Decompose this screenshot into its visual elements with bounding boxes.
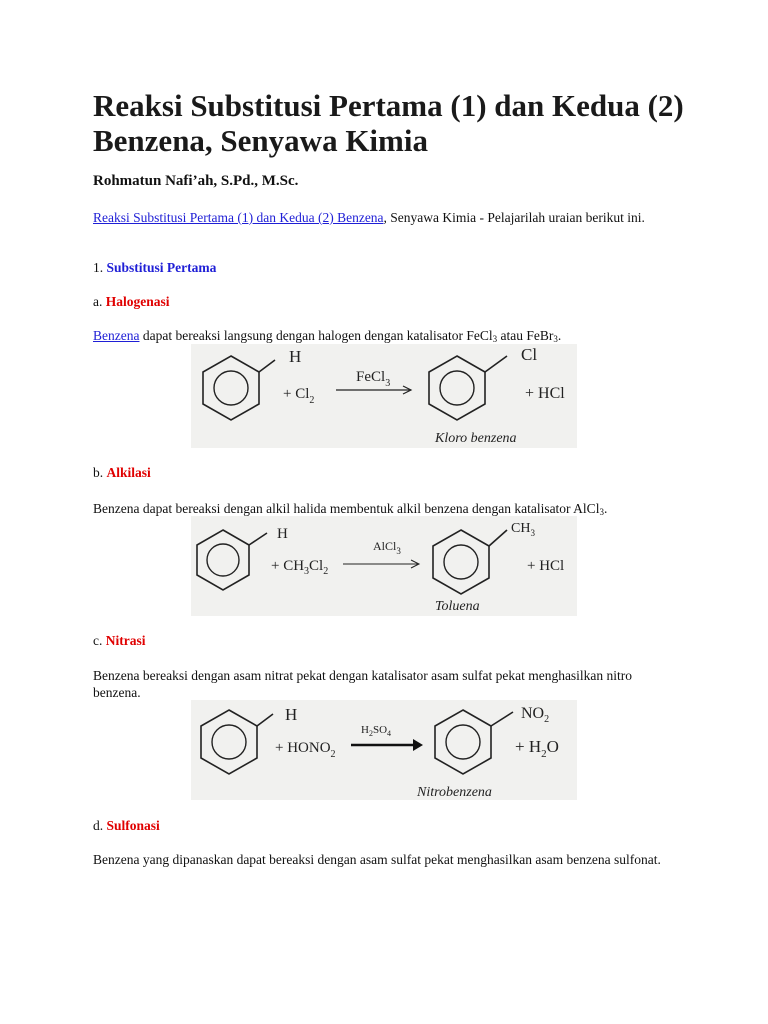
reaction-arrow-icon <box>351 739 423 751</box>
sulfonasi-title: Sulfonasi <box>106 818 160 833</box>
product-name: Toluena <box>435 599 480 614</box>
benzene-ring-icon <box>435 710 513 774</box>
substituent-right: Cl <box>521 345 538 364</box>
nitrasi-heading: c. Nitrasi <box>93 633 146 648</box>
substituent-left: H <box>285 705 298 724</box>
catalyst: FeCl$_3$ <box>356 369 391 389</box>
halogenasi-heading: a. Halogenasi <box>93 294 170 309</box>
reagent: + $HONO_2$ <box>275 740 336 760</box>
sulfonasi-heading: d. Sulfonasi <box>93 818 160 833</box>
substituent-right: $NO_2$ <box>521 705 550 725</box>
halogenasi-description: Benzena dapat bereaksi langsung dengan halogen dengan katalisator FeCl$_3$ atau FeBr$_3$. <box>93 328 562 344</box>
section-1-heading: 1. Substitusi Pertama <box>93 260 217 275</box>
benzena-link[interactable]: Benzena <box>93 328 140 343</box>
substituent-left: H <box>277 526 288 542</box>
substituent-right: $CH_3$ <box>511 521 535 538</box>
nitrasi-title: Nitrasi <box>105 633 146 648</box>
sulfonasi-description: Benzena yang dipanaskan dapat bereaksi dengan asam sulfat pekat menghasilkan asam benzena sulfonat. <box>93 852 661 867</box>
page-title: Reaksi Substitusi Pertama (1) dan Kedua (2) Benzena, Senyawa Kimia <box>93 88 684 158</box>
substituent-left: H <box>289 347 302 366</box>
intro-paragraph <box>93 209 675 226</box>
benzene-ring-icon <box>429 356 507 420</box>
halogenasi-reaction-diagram <box>191 344 577 448</box>
benzene-ring-icon <box>197 530 267 590</box>
nitrasi-reaction-diagram <box>191 700 577 800</box>
benzene-ring-icon <box>201 710 273 774</box>
alkilasi-title: Alkilasi <box>106 465 151 480</box>
alkilasi-heading: b. Alkilasi <box>93 465 151 480</box>
benzene-ring-icon <box>433 530 507 594</box>
catalyst: $H_2SO_4$ <box>361 724 392 738</box>
alkilasi-description: Benzena dapat bereaksi dengan alkil halida membentuk alkil benzena dengan katalisator AlCl$_3$. <box>93 501 608 517</box>
reagent: + $CH_3Cl_2$ <box>271 558 329 577</box>
benzene-ring-icon <box>203 356 275 420</box>
byproduct: + HCl <box>527 558 565 574</box>
product-name: Nitrobenzena <box>417 785 492 800</box>
reaction-arrow-icon <box>343 560 419 568</box>
reaction-arrow-icon <box>336 386 411 394</box>
intro-title-link[interactable]: Reaksi Substitusi Pertama (1) dan Kedua (2) Benzena <box>93 210 384 225</box>
product-name: Kloro benzena <box>435 431 517 446</box>
halogenasi-title: Halogenasi <box>105 294 170 309</box>
byproduct: + HCl <box>525 385 565 402</box>
byproduct: + $H_2O$ <box>515 737 559 760</box>
section-1-title: Substitusi Pertama <box>106 260 217 275</box>
intro-rest-text: , Senyawa Kimia - Pelajarilah uraian berikut ini. <box>383 210 645 225</box>
reagent: + $Cl_2$ <box>283 386 315 406</box>
author-name: Rohmatun Nafi’ah, S.Pd., M.Sc. <box>93 173 299 189</box>
catalyst: AlCl$_3$ <box>373 539 401 556</box>
alkilasi-reaction-diagram <box>191 516 577 616</box>
nitrasi-description: Benzena bereaksi dengan asam nitrat pekat dengan katalisator asam sulfat pekat menghasilkan nitro benzena. <box>93 668 633 700</box>
